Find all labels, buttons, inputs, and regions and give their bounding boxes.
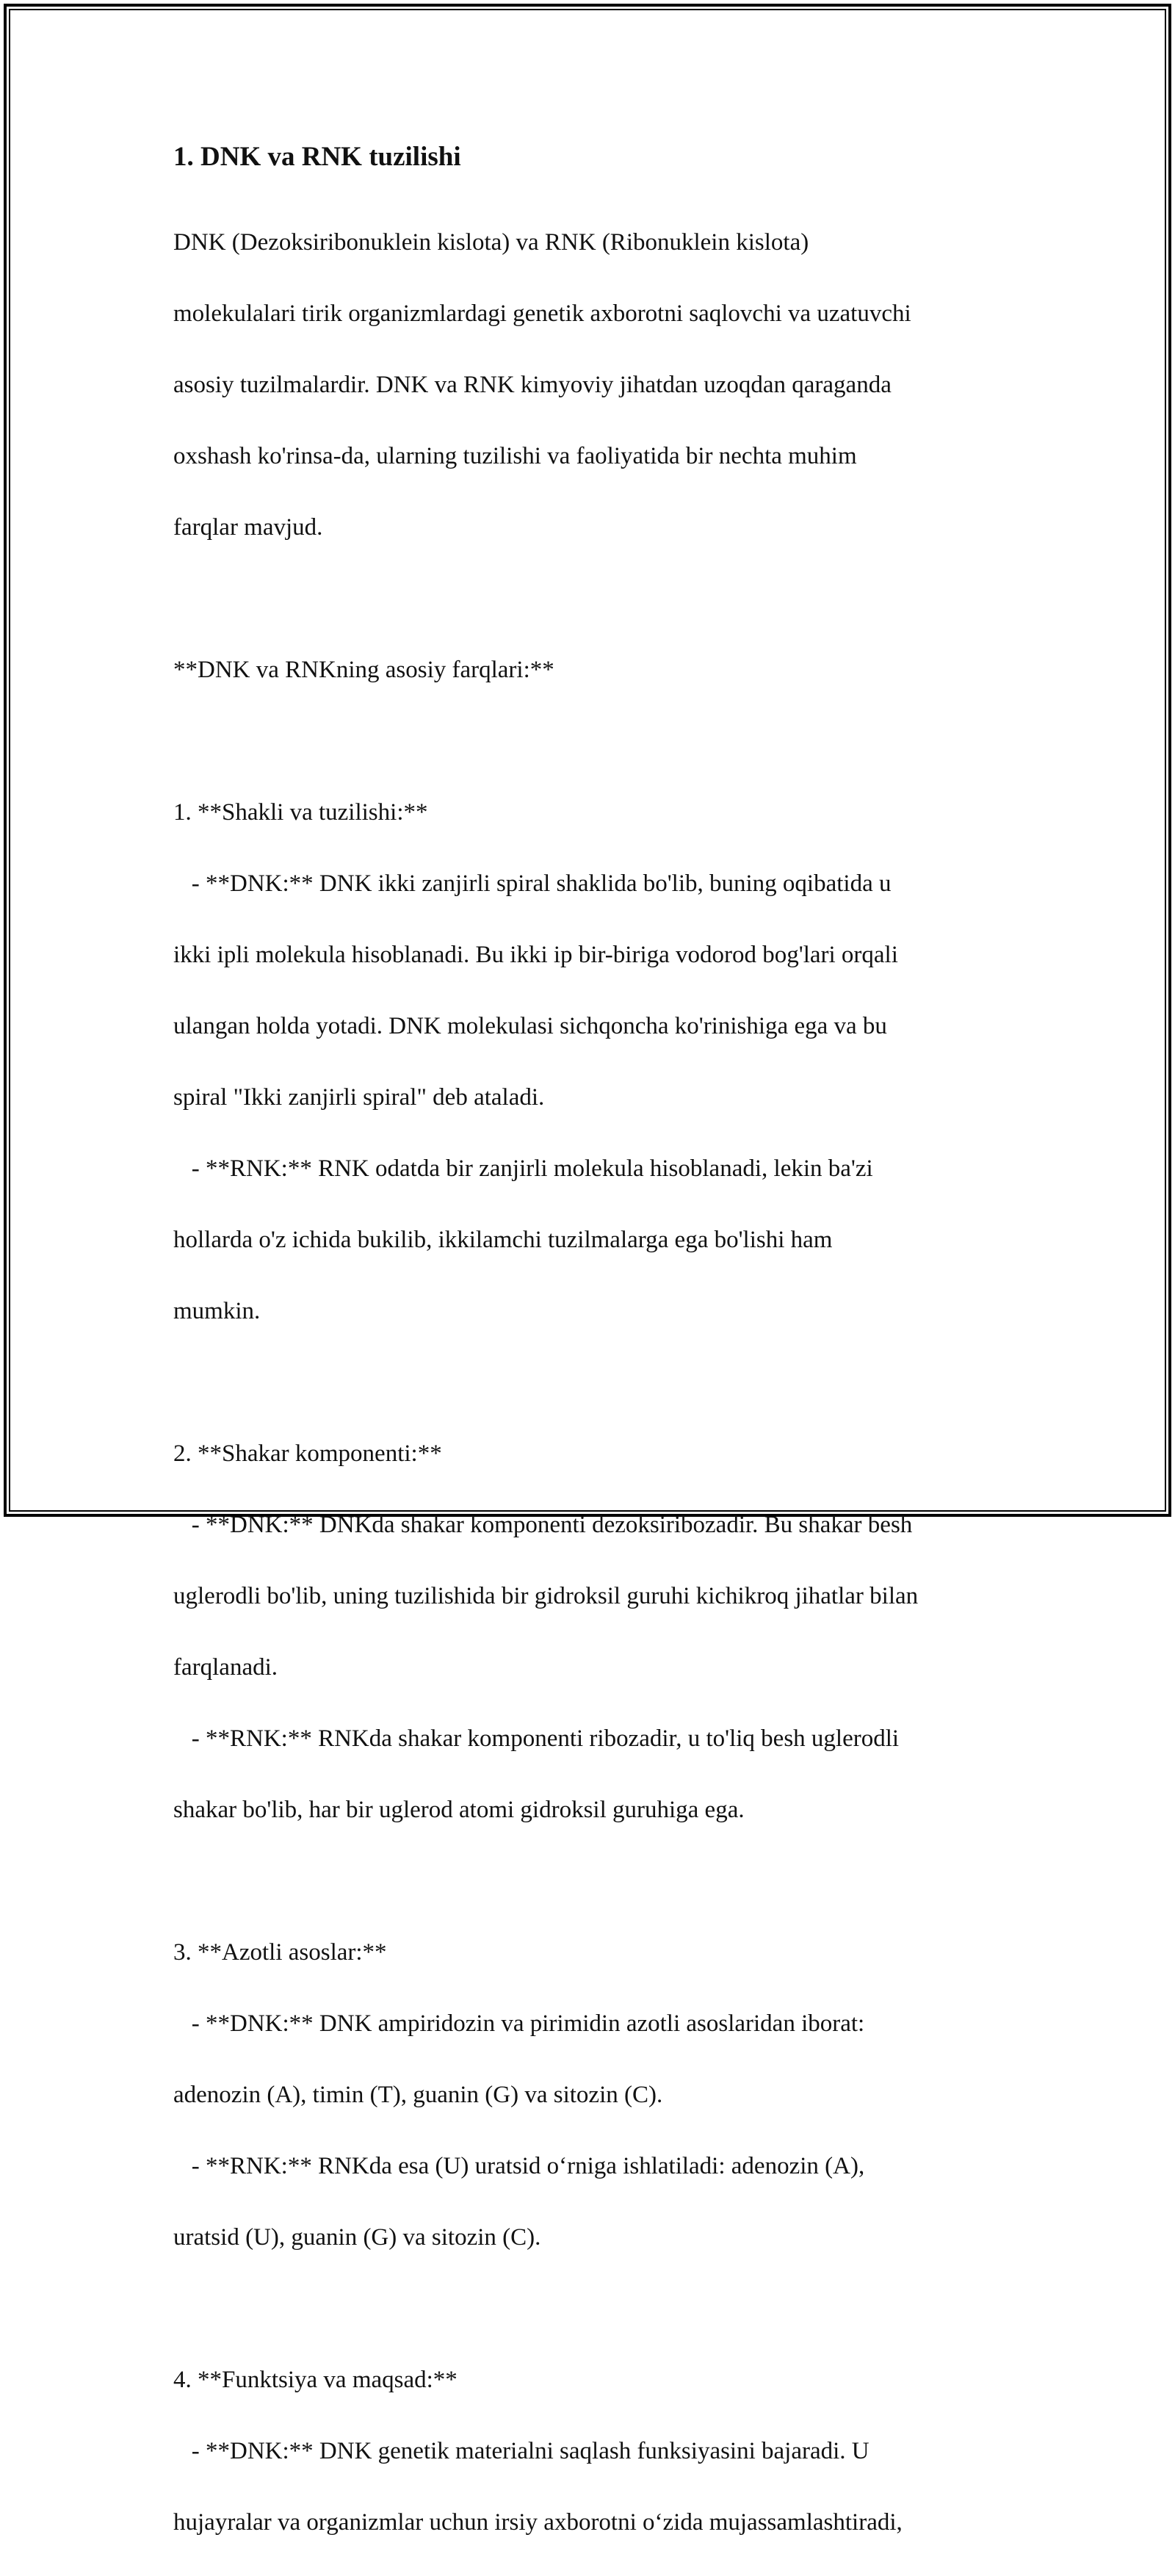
section-line: - **DNK:** DNK ikki zanjirli spiral shaklida bo'lib, buning oqibatida u [173,870,892,897]
section-sugar-component [173,1400,1018,1864]
section-line: adenozin (A), timin (T), guanin (G) va sitozin (C). [173,2081,663,2108]
paragraph-spacer [173,1864,1018,1899]
paragraph-spacer [173,2291,1018,2327]
intro-line: oxshash ko'rinsa-da, ularning tuzilishi va faoliyatida bir nechta muhim [173,442,857,469]
section-line: hollarda o'z ichida bukilib, ikkilamchi tuzilmalarga ega bo'lishi ham [173,1226,833,1253]
section-line: shakar bo'lib, har bir uglerod atomi gidroksil guruhiga ega. [173,1796,745,1823]
section-line: - **DNK:** DNK genetik materialni saqlash funksiyasini bajaradi. U [173,2437,870,2464]
section-line: - **DNK:** DNK ampiridozin va pirimidin azotli asoslaridan iborat: [173,2010,865,2037]
section-line: - **DNK:** DNKda shakar komponenti dezoksiribozadir. Bu shakar besh [173,1511,913,1538]
paragraph-spacer [173,581,1018,617]
intro-line: farqlar mavjud. [173,513,323,541]
section-function-purpose [173,2326,1018,2576]
page-title: 1. DNK va RNK tuzilishi [173,142,461,172]
section-line: - **RNK:** RNK odatda bir zanjirli molekula hisoblanadi, lekin ba'zi [173,1155,873,1182]
intro-line: molekulalari tirik organizmlardagi genetik axborotni saqlovchi va uzatuvchi [173,300,911,327]
paragraph-spacer [173,1365,1018,1401]
section-line: ulangan holda yotadi. DNK molekulasi sichqoncha ko'rinishiga ega va bu [173,1012,887,1039]
section-line: 1. **Shakli va tuzilishi:** [173,798,428,826]
section-line: ikki ipli molekula hisoblanadi. Bu ikki ip bir-biriga vodorod bog'lari orqali [173,941,898,968]
intro-line: DNK (Dezoksiribonuklein kislota) va RNK (Ribonuklein kislota) [173,228,809,256]
section-line: farqlanadi. [173,1653,278,1681]
intro-line: asosiy tuzilmalardir. DNK va RNK kimyoviy jihatdan uzoqdan qaraganda [173,371,892,398]
section-line: hujayralar va organizmlar uchun irsiy axborotni o‘zida mujassamlashtiradi, [173,2508,903,2536]
section-line: - **RNK:** RNKda esa (U) uratsid o‘rniga ishlatiladi: adenozin (A), [173,2152,865,2179]
section-line: mumkin. [173,1297,261,1324]
differences-heading-text: **DNK va RNKning asosiy farqlari:** [173,656,554,683]
section-nitrogen-bases [173,1899,1018,2291]
section-line: 2. **Shakar komponenti:** [173,1440,442,1467]
section-line: spiral "Ikki zanjirli spiral" deb ataladi. [173,1083,545,1111]
intro-paragraph [173,189,1018,581]
section-line: - **RNK:** RNKda shakar komponenti ribozadir, u to'liq besh uglerodli [173,1725,900,1752]
section-line: 3. **Azotli asoslar:** [173,1938,387,1966]
differences-heading [173,616,1018,724]
section-line: uratsid (U), guanin (G) va sitozin (C). [173,2223,541,2251]
section-shape-structure [173,759,1018,1365]
section-line: uglerodli bo'lib, uning tuzilishida bir gidroksil guruhi kichikroq jihatlar bilan [173,1582,919,1609]
section-line: 4. **Funktsiya va maqsad:** [173,2366,458,2393]
document-body [173,136,1018,2576]
paragraph-spacer [173,724,1018,760]
